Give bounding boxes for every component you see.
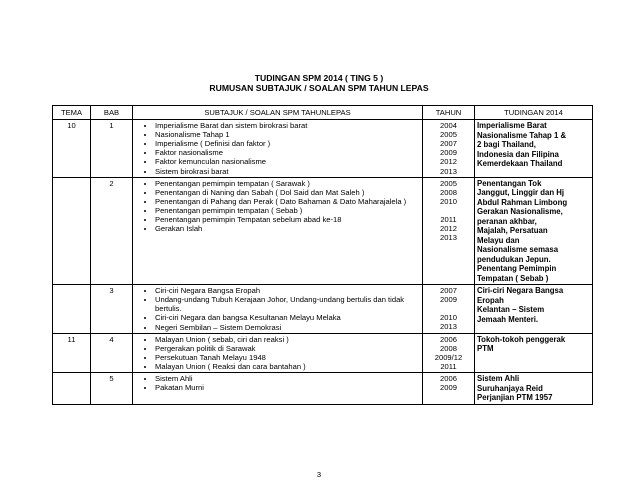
table-row — [53, 285, 593, 333]
list-item: • Faktor nasionalisme — [155, 148, 420, 157]
list-item: • Persekutuan Tanah Melayu 1948 — [155, 353, 420, 362]
cell-subtajuk — [133, 120, 423, 178]
tudingan-line: 2 bagi Thailand, — [477, 140, 536, 150]
list-item: • Sistem Ahli — [155, 374, 420, 383]
year-value: 2010 — [440, 313, 457, 323]
year-value — [425, 304, 472, 313]
year-value: 2006 — [440, 334, 457, 344]
page-number: 3 — [316, 470, 322, 479]
list-item: • Pergerakan politik di Sarawak — [155, 344, 420, 353]
year-value: 2013 — [440, 233, 457, 243]
year-value: 2007 — [440, 139, 457, 149]
header-tema: TEMA — [53, 106, 91, 120]
cell-bab: 5 — [91, 373, 133, 405]
tudingan-line: Gerakan Nasionalisme, — [477, 207, 563, 217]
year-value: 2009 — [440, 383, 457, 393]
tudingan-line: Janggut, Linggir dan Hj — [477, 188, 565, 198]
table-row — [53, 333, 593, 372]
subtajuk-list — [135, 374, 420, 392]
cell-tema — [53, 373, 91, 405]
list-item: • Undang-undang Tubuh Kerajaan Johor, Undang-undang bertulis dan tidak bertulis. — [155, 295, 420, 313]
year-value: 2008 — [440, 187, 457, 197]
subtajuk-list — [135, 121, 420, 176]
year-value: 2007 — [440, 286, 457, 296]
header-bab: BAB — [91, 106, 133, 120]
year-value: 2005 — [440, 178, 457, 188]
year-value: 2009/12 — [434, 352, 463, 362]
cell-subtajuk — [133, 285, 423, 333]
table-header-row — [53, 106, 593, 120]
cell-tudingan — [475, 333, 593, 372]
tudingan-line: Sistem Ahli — [477, 374, 520, 383]
cell-tahun — [423, 373, 475, 405]
cell-tudingan — [475, 373, 593, 405]
list-item: • Ciri-ciri Negara Bangsa Eropah — [155, 286, 420, 295]
year-value: 2011 — [440, 214, 457, 224]
list-item: • Malayan Union ( Reaksi dan cara bantahan ) — [155, 362, 420, 371]
tudingan-line: Tokoh-tokoh penggerak — [477, 334, 566, 344]
summary-table — [52, 105, 593, 405]
tudingan-line: pendudukan Jepun. — [477, 254, 551, 264]
header-tudingan: TUDINGAN 2014 — [475, 106, 593, 120]
year-value: 2012 — [440, 224, 457, 234]
cell-tahun — [423, 285, 475, 333]
tudingan-line: Kelantan – Sistem — [477, 305, 545, 315]
list-item: • Nasionalisme Tahap 1 — [155, 130, 420, 139]
cell-tema: 11 — [53, 333, 91, 372]
tudingan-line: Nasionalisme semasa — [477, 245, 559, 255]
subtajuk-list — [135, 335, 420, 371]
tudingan-line: Eropah — [477, 295, 504, 305]
list-item: • Imperialisme Barat dan sistem birokrasi barat — [155, 121, 420, 130]
list-item: • Penentangan pemimpin Tempatan sebelum abad ke-18 — [155, 215, 420, 224]
list-item: • Penentangan di Naning dan Sabah ( Dol Said dan Mat Saleh ) — [155, 188, 420, 197]
tudingan-line: Kemerdekaan Thailand — [477, 159, 563, 169]
list-item: • Penentangan pemimpin tempatan ( Sarawak ) — [155, 179, 420, 188]
tudingan-line: Perjanjian PTM 1957 — [477, 393, 553, 402]
list-item: • Penentangan di Pahang dan Perak ( Dato Bahaman & Dato Maharajalela ) — [155, 197, 420, 206]
table-row — [53, 120, 593, 178]
cell-bab: 2 — [91, 177, 133, 285]
document-subtitle: RUMUSAN SUBTAJUK / SOALAN SPM TAHUN LEPAS — [209, 83, 429, 93]
header-tahun: TAHUN — [423, 106, 475, 120]
subtajuk-list — [135, 286, 420, 331]
year-value: 2009 — [440, 148, 457, 158]
list-item: • Malayan Union ( sebab, ciri dan reaksi ) — [155, 335, 420, 344]
year-value: 2013 — [440, 322, 457, 332]
header-subtajuk: SUBTAJUK / SOALAN SPM TAHUNLEPAS — [133, 106, 423, 120]
cell-tudingan — [475, 120, 593, 178]
cell-tahun — [423, 177, 475, 285]
tudingan-line: Indonesia dan Filipina — [477, 149, 559, 159]
cell-subtajuk — [133, 333, 423, 372]
cell-subtajuk — [133, 373, 423, 405]
document-title: TUDINGAN SPM 2014 ( TING 5 ) — [254, 73, 384, 83]
cell-tudingan — [475, 177, 593, 285]
year-value: 2013 — [440, 166, 457, 176]
tudingan-line: Ciri-ciri Negara Bangsa — [477, 286, 564, 296]
cell-tudingan — [475, 285, 593, 333]
list-item: • Imperialisme ( Definisi dan faktor ) — [155, 139, 420, 148]
year-value: 2004 — [440, 121, 457, 131]
year-value: 2005 — [440, 130, 457, 140]
tudingan-line: Jemaah Menteri. — [477, 314, 539, 324]
list-item: • Gerakan Islah — [155, 224, 420, 233]
year-value — [425, 206, 472, 215]
tudingan-line: Penentang Pemimpin — [477, 264, 557, 274]
tudingan-line: Imperialisme Barat — [477, 121, 547, 131]
tudingan-line: Nasionalisme Tahap 1 & — [477, 130, 567, 140]
list-item: • Ciri-ciri Negara dan bangsa Kesultanan Melayu Melaka — [155, 313, 420, 322]
list-item: • Pakatan Murni — [155, 383, 420, 392]
list-item: • Sistem birokrasi barat — [155, 167, 420, 176]
table-row — [53, 373, 593, 405]
cell-bab: 4 — [91, 333, 133, 372]
cell-bab: 3 — [91, 285, 133, 333]
tudingan-line: Majalah, Persatuan — [477, 226, 548, 236]
cell-tema — [53, 177, 91, 285]
year-value: 2011 — [440, 361, 457, 371]
tudingan-line: peranan akhbar, — [477, 216, 537, 226]
tudingan-line: Abdul Rahman Limbong — [477, 197, 568, 207]
year-value: 2010 — [440, 196, 457, 206]
cell-tema: 10 — [53, 120, 91, 178]
tudingan-line: Penentangan Tok — [477, 178, 542, 188]
tudingan-line: Suruhanjaya Reid — [477, 383, 543, 393]
subtajuk-list — [135, 179, 420, 234]
table-row — [53, 177, 593, 285]
tudingan-line: PTM — [477, 344, 494, 354]
cell-tahun — [423, 120, 475, 178]
list-item: • Penentangan pemimpin tempatan ( Sebab ) — [155, 206, 420, 215]
cell-bab: 1 — [91, 120, 133, 178]
year-value: 2009 — [440, 295, 457, 305]
year-value: 2008 — [440, 343, 457, 353]
cell-subtajuk — [133, 177, 423, 285]
list-item: • Negeri Sembilan – Sistem Demokrasi — [155, 323, 420, 332]
year-value: 2012 — [440, 157, 457, 167]
list-item: • Faktor kemunculan nasionalisme — [155, 157, 420, 166]
cell-tahun — [423, 333, 475, 372]
tudingan-line: Tempatan ( Sebab ) — [477, 273, 549, 283]
year-value: 2006 — [440, 374, 457, 383]
tudingan-line: Melayu dan — [477, 235, 520, 245]
cell-tema — [53, 285, 91, 333]
